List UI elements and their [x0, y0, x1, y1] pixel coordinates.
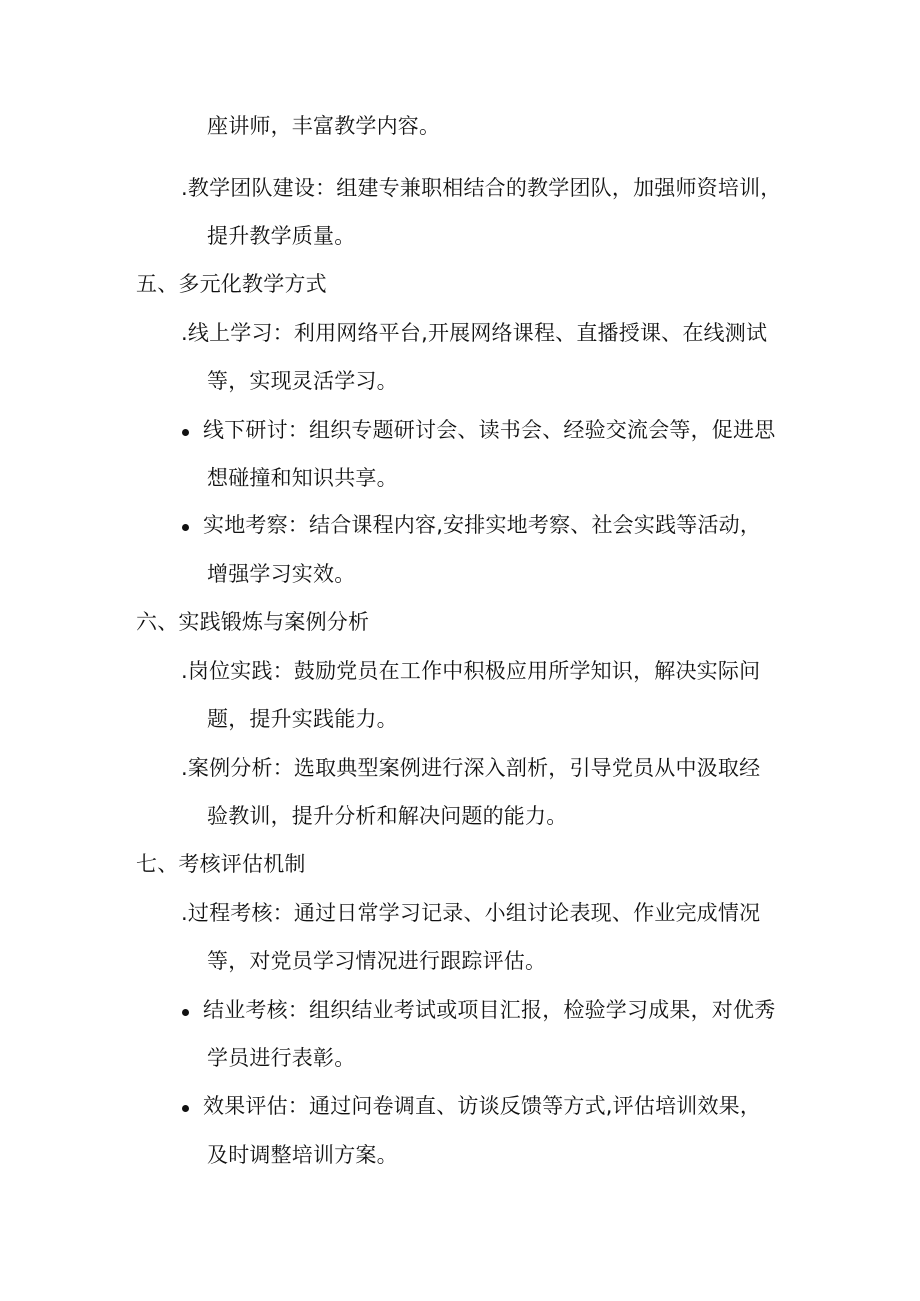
- section-heading-7: 七、考核评估机制: [136, 852, 306, 876]
- list-item-field-visit-line2: 增强学习实效。: [207, 562, 356, 586]
- list-item-offline-seminar-line1: 线下研讨：组织专题研讨会、读书会、经验交流会等，促进思: [203, 418, 776, 442]
- list-item-case-analysis-line1: .案例分析：选取典型案例进行深入剖析，引导党员从中汲取经: [181, 756, 761, 780]
- bullet-icon: [182, 1009, 189, 1016]
- paragraph-continuation: 座讲师，丰富教学内容。: [207, 114, 441, 138]
- list-item-final-assessment-line2: 学员进行表彰。: [207, 1046, 356, 1070]
- list-item-job-practice-line2: 题，提升实践能力。: [207, 707, 398, 731]
- list-item-effect-evaluation-line1: 效果评估：通过问卷调直、访谈反馈等方式,评估培训效果，: [203, 1094, 762, 1118]
- bullet-icon: [182, 429, 189, 436]
- list-item-offline-seminar-line2: 想碰撞和知识共享。: [207, 466, 398, 490]
- list-item-field-visit-line1: 实地考察：结合课程内容,安排实地考察、社会实践等活动，: [203, 513, 762, 537]
- list-item-process-assessment-line2: 等，对党员学习情况进行跟踪评估。: [207, 949, 547, 973]
- list-item-teaching-team-line2: 提升教学质量。: [207, 224, 356, 248]
- bullet-icon: [182, 524, 189, 531]
- list-item-effect-evaluation-line2: 及时调整培训方案。: [207, 1143, 398, 1167]
- section-heading-6: 六、实践锻炼与案例分析: [136, 610, 370, 634]
- list-item-case-analysis-line2: 验教训，提升分析和解决问题的能力。: [207, 804, 568, 828]
- list-item-online-learning-line2: 等，实现灵活学习。: [207, 369, 398, 393]
- list-item-process-assessment-line1: .过程考核：通过日常学习记录、小组讨论表现、作业完成情况: [181, 901, 761, 925]
- list-item-teaching-team-line1: .教学团队建设：组建专兼职相结合的教学团队，加强师资培训，: [181, 176, 782, 200]
- list-item-online-learning-line1: .线上学习：利用网络平台,开展网络课程、直播授课、在线测试: [181, 321, 768, 345]
- list-item-job-practice-line1: .岗位实践：鼓励党员在工作中积极应用所学知识，解决实际问: [181, 659, 761, 683]
- list-item-final-assessment-line1: 结业考核：组织结业考试或项目汇报，检验学习成果，对优秀: [203, 998, 776, 1022]
- bullet-icon: [182, 1105, 189, 1112]
- section-heading-5: 五、多元化教学方式: [136, 272, 327, 296]
